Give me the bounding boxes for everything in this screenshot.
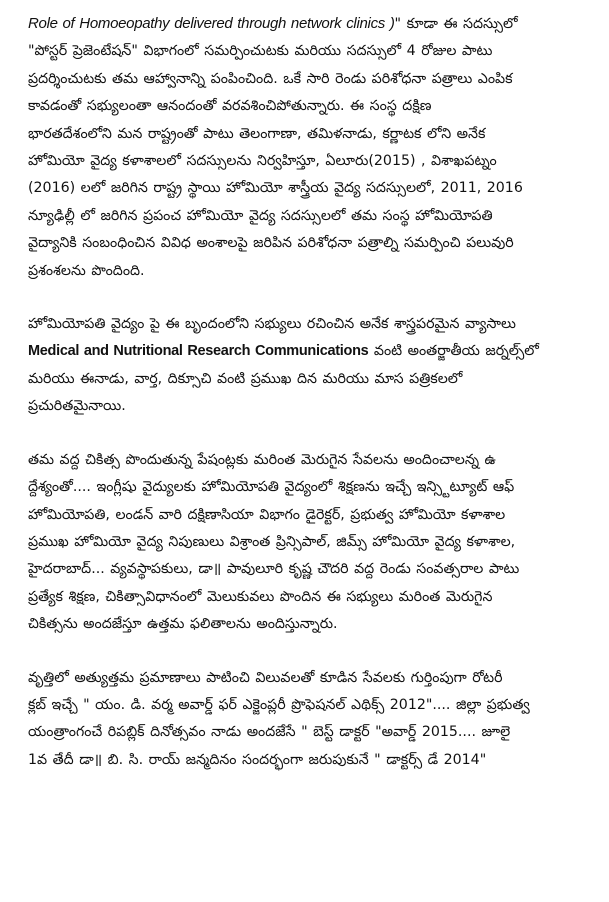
text-line: "పోస్టర్ ప్రెజెంటేషన్" విభాగంలో సమర్పించుటకు మరియు సదస్సులో 4 రోజుల పాటు bbox=[28, 43, 493, 60]
text-line: యంత్రాంగంచే రిపబ్లిక్ దినోత్సవం నాడు అందజేసే " బెస్ట్ డాక్టర్ "అవార్డ్ 2015.... జూలై bbox=[28, 724, 511, 741]
italic-english-title: Role of Homoeopathy delivered through network clinics ) bbox=[28, 15, 395, 32]
text-line: ద్దేశ్యంతో.... ఇంగ్లీషు వైద్యులకు హోమియోపతి వైద్యంలో శిక్షణను ఇచ్చే ఇన్స్టిట్యూట్ ఆఫ్ bbox=[28, 479, 515, 496]
paragraph-awards bbox=[28, 665, 584, 775]
paragraph-publications bbox=[28, 311, 584, 421]
text-line: ప్రచురితమైనాయి. bbox=[28, 398, 126, 415]
line-text: వంటి అంతర్జాతీయ జర్నల్స్‌లో bbox=[368, 343, 539, 360]
document-page bbox=[28, 10, 584, 800]
text-line: క్లబ్ ఇచ్చే " యం. డి. వర్మ అవార్డ్ ఫర్ ఎక్జెంప్లరీ ప్రొఫెషనల్ ఎథిక్స్ 2012".... జిల్లా ప్రభుత్వ bbox=[28, 696, 530, 713]
text-line: భారతదేశంలోని మన రాష్ట్రంతో పాటు తెలంగాణా, తమిళనాడు, కర్ణాటక లోని అనేక bbox=[28, 125, 486, 142]
text-line: ప్రదర్శించుటకు తమ ఆహ్వానాన్ని పంపించింది. ఒకే సారి రెండు పరిశోధనా పత్రాలు ఎంపిక bbox=[28, 70, 513, 87]
text-line: హోమియో వైద్య కళాశాలలో సదస్సులను నిర్వహిస్తూ, ఏలూరు(2015) , విశాఖపట్నం bbox=[28, 153, 497, 170]
text-line bbox=[28, 338, 584, 365]
text-line: వైద్యానికి సంబంధించిన వివిధ అంశాలపై జరిపిన పరిశోధనా పత్రాల్ని సమర్పించి పలువురి bbox=[28, 235, 514, 252]
text-line bbox=[28, 10, 584, 38]
text-line: కావడంతో సభ్యులంతా ఆనందంతో వరవశించిపోతున్నారు. ఈ సంస్థ దక్షిణ bbox=[28, 98, 432, 115]
text-line: హోమియోపతి వైద్యం పై ఈ బృందంలోని సభ్యులు రచించిన అనేక శాస్త్రపరమైన వ్యాసాలు bbox=[28, 316, 516, 333]
text-line: (2016) లలో జరిగిన రాష్ట్ర స్థాయి హోమియో శాస్త్రీయ వైద్య సదస్సులలో, 2011, 2016 bbox=[28, 180, 523, 197]
line-text: " కూడా ఈ సదస్సులో bbox=[394, 16, 518, 32]
text-line: హైదరాబాద్... వ్యవస్థాపకులు, డా॥ పావులూరి కృష్ణ చౌదరి వద్ద రెండు సంవత్సరాల పాటు bbox=[28, 561, 520, 578]
text-line: తమ వద్ద చికిత్స పొందుతున్న పేషంట్లకు మరింత మెరుగైన సేవలను అందించాలన్న ఉ bbox=[28, 451, 496, 468]
text-line: మరియు ఈనాడు, వార్త, దిక్సూచి వంటి ప్రముఖ దిన మరియు మాస పత్రికలలో bbox=[28, 370, 463, 387]
text-line: వృత్తిలో అత్యుత్తమ ప్రమాణాలు పాటించి విలువలతో కూడిన సేవలకు గుర్తింపుగా రోటరీ bbox=[28, 669, 503, 686]
bold-journal-name: Medical and Nutritional Research Communications bbox=[28, 343, 369, 360]
text-line: ప్రముఖ హోమియో వైద్య నిపుణులు విశ్రాంత ప్రిన్సిపాల్, జిమ్స్ హోమియో వైద్య కళాశాల, bbox=[28, 533, 516, 550]
paragraph-training bbox=[28, 447, 584, 639]
text-line: న్యూఢిల్లీ లో జరిగిన ప్రపంచ హోమియో వైద్య సదస్సులలో తమ సంస్థ హోమియోపతి bbox=[28, 207, 493, 224]
paragraph-conference-presentations bbox=[28, 10, 584, 285]
text-line: ప్రశంశలను పొందింది. bbox=[28, 262, 145, 279]
text-line: హోమియోపతి, లండన్ వారి దక్షిణాసియా విభాగం డైరెక్టర్, ప్రభుత్వ హోమియో కళాశాల bbox=[28, 506, 506, 523]
text-line: చికిత్సను అందజేస్తూ ఉత్తమ ఫలితాలను అందిస్తున్నారు. bbox=[28, 616, 338, 633]
text-line: 1వ తేదీ డా॥ బి. సి. రాయ్ జన్మదినం సందర్భంగా జరుపుకునే " డాక్టర్స్ డే 2014" bbox=[28, 751, 487, 768]
text-line: ప్రత్యేక శిక్షణ, చికిత్సావిధానంలో మెలుకువలు పొందిన ఈ సభ్యులు మరింత మెరుగైన bbox=[28, 588, 493, 605]
